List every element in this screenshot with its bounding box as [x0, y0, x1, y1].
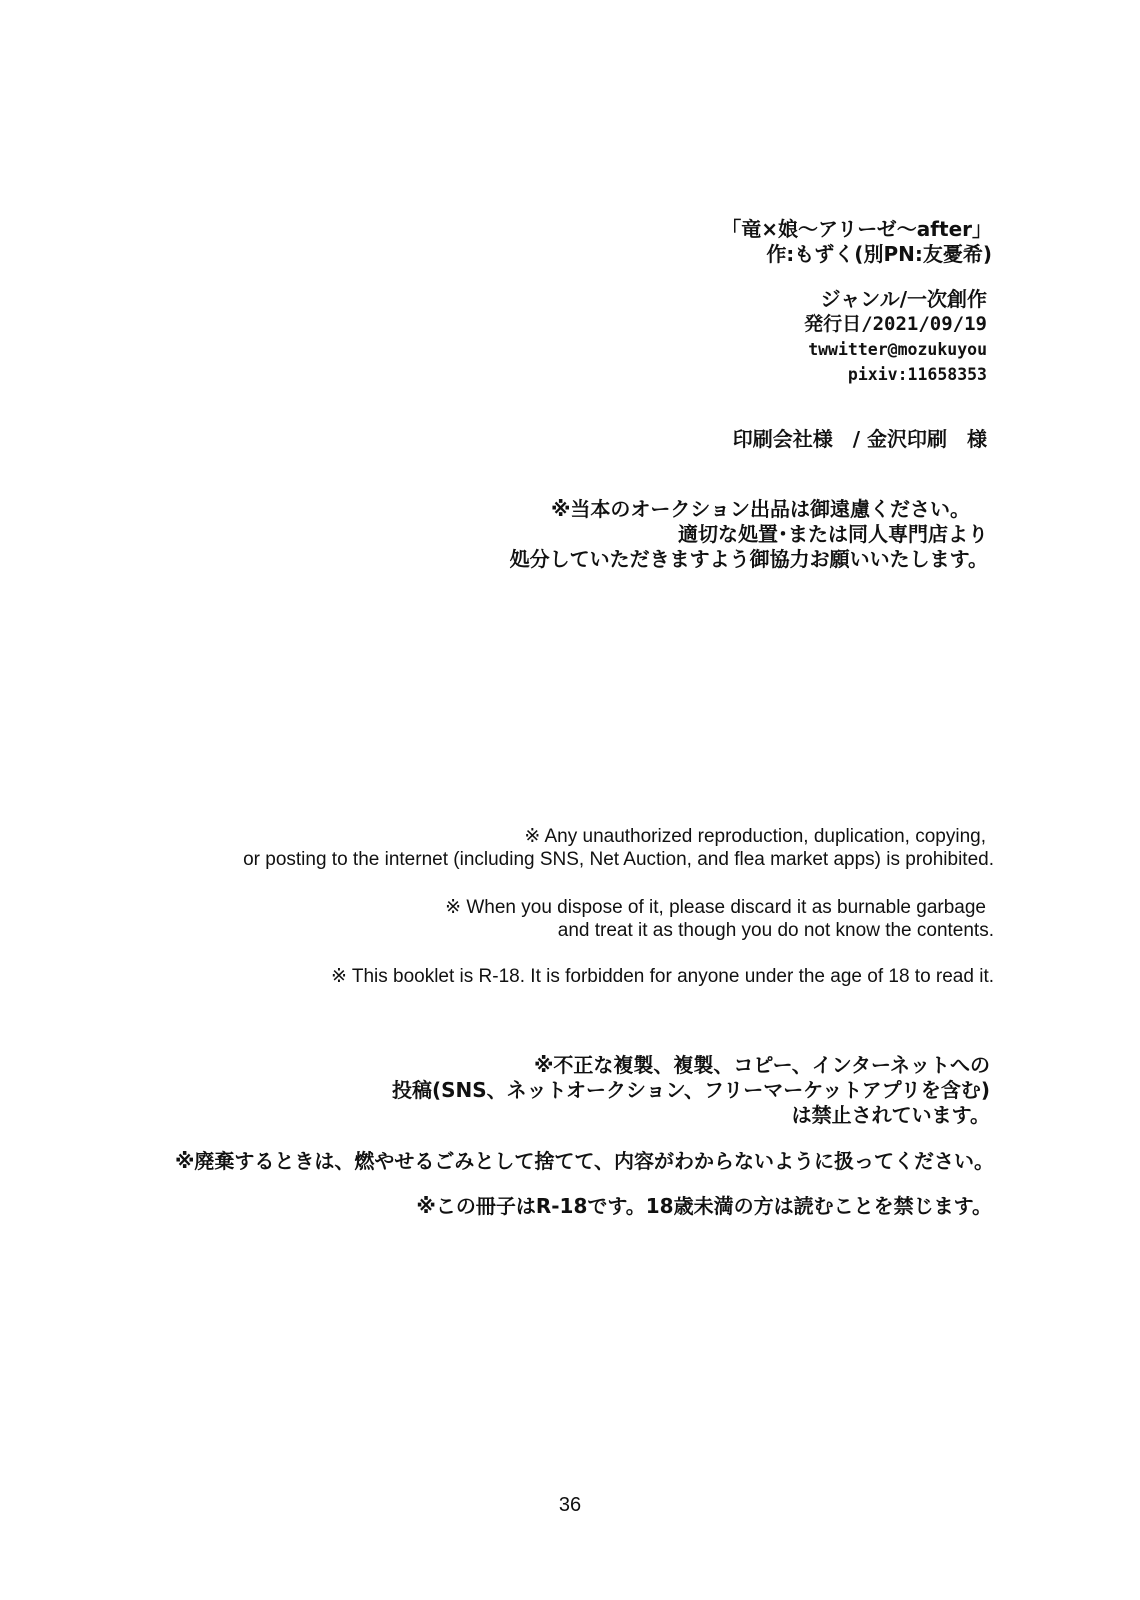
english-notice-line: ※ When you dispose of it, please discard it as burnable garbage	[445, 897, 986, 918]
pixiv-id: pixiv:11658353	[847, 365, 987, 384]
japanese-age-notice	[416, 1194, 992, 1219]
japanese-notice-line: ※この冊子はR-18です。18歳未満の方は読むことを禁じます。	[416, 1194, 992, 1218]
auction-notice-line: ※当本のオークション出品は御遠慮ください。	[550, 497, 970, 521]
book-title: 「竜×娘～アリーゼ～after」	[721, 217, 992, 241]
english-notice-line: or posting to the internet (including SNS, Net Auction, and flea market apps) is prohibited.	[243, 849, 994, 870]
japanese-notice-line: ※不正な複製、複製、コピー、インターネットへの	[533, 1053, 990, 1077]
colophon-title-block	[721, 217, 992, 267]
japanese-reproduction-notice	[392, 1053, 990, 1128]
publication-info-block	[804, 287, 987, 387]
japanese-notice-line: は禁止されています。	[791, 1103, 990, 1127]
japanese-notice-line: 投稿(SNS、ネットオークション、フリーマーケットアプリを含む)	[391, 1078, 990, 1102]
english-age-notice	[331, 965, 994, 988]
genre: ジャンル/一次創作	[820, 287, 987, 311]
release-date: 発行日/2021/09/19	[804, 313, 987, 335]
english-notice-line: ※ This booklet is R-18. It is forbidden for anyone under the age of 18 to read it.	[330, 966, 994, 987]
english-disposal-notice	[445, 896, 994, 942]
english-notice-line: ※ Any unauthorized reproduction, duplication, copying,	[524, 826, 986, 847]
twitter-handle: twwitter@mozukuyou	[808, 340, 987, 359]
english-reproduction-notice	[243, 825, 994, 871]
japanese-notice-line: ※廃棄するときは、燃やせるごみとして捨てて、内容がわからないように扱ってください。	[174, 1149, 994, 1173]
auction-notice-block	[510, 497, 988, 572]
japanese-disposal-notice	[175, 1149, 994, 1174]
english-notice-line: and treat it as though you do not know the contents.	[557, 920, 994, 941]
author-credit: 作:もずく(別PN:友憂希)	[766, 242, 992, 266]
printer-credit: 印刷会社様 / 金沢印刷 様	[732, 427, 987, 451]
auction-notice-line: 処分していただきますよう御協力お願いいたします。	[509, 547, 988, 571]
page-number: 36	[558, 1494, 582, 1516]
auction-notice-line: 適切な処置･または同人専門店より	[678, 522, 988, 546]
printer-block	[733, 427, 987, 452]
